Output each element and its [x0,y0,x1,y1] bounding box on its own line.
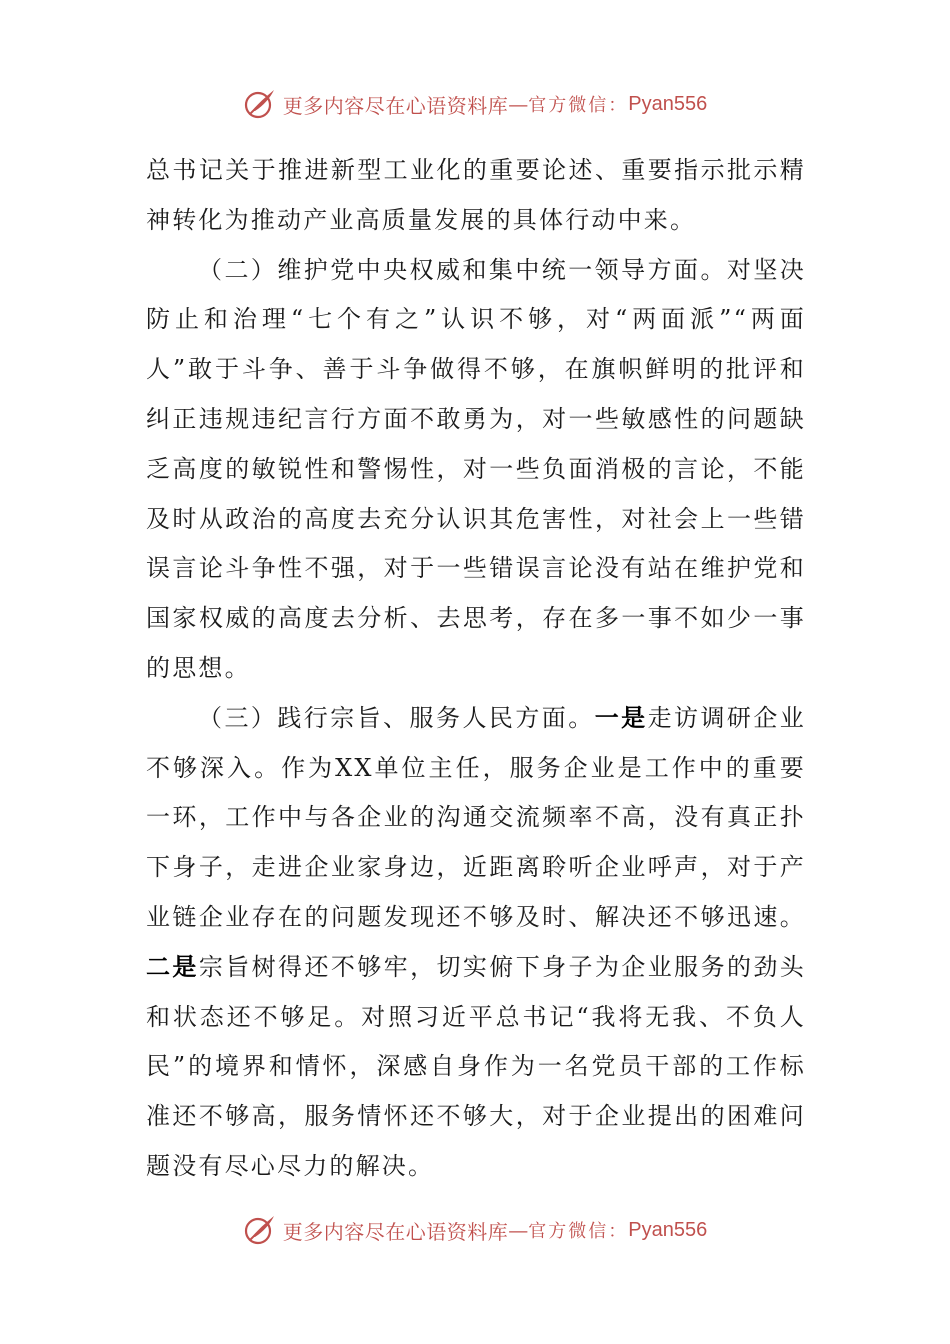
paragraph-section-two: （二）维护党中央权威和集中统一领导方面。对坚决防止和治理“七个有之”认识不够，对“两面派”“两面人”敢于斗争、善于斗争做得不够，在旗帜鲜明的批评和纠正违规违纪言行方面不敢勇为，对一些敏感性的问题缺乏高度的敏锐性和警惕性，对一些负面消极的言论，不能及时从政治的高度去充分认识其危害性，对社会上一些错误言论斗争性不强，对于一些错误言论没有站在维护党和国家权威的高度去分析、去思考，存在多一事不如少一事的思想。 [146,255,806,682]
point-two-text: 宗旨树得还不够牢，切实俯下身子为企业服务的劲头和状态还不够足。对照习近平总书记“我将无我、不负人民”的境界和情怀，深感自身作为一名党员干部的工作标准还不够高，服务情怀还不够大，对于企业提出的困难问题没有尽心尽力的解决。 [146,952,806,1180]
banner-official-label: 官方微信： [528,95,629,116]
section-three-heading: （三）践行宗旨、服务人民方面。 [198,703,595,732]
paragraph-continuation: 总书记关于推进新型工业化的重要论述、重要指示批示精神转化为推动产业高质量发展的具体行动中来。 [146,156,806,234]
banner-official-label: 官方微信： [528,1221,629,1242]
quill-logo-icon [243,1213,277,1247]
paragraph-section-three [146,694,806,1192]
footer-banner [0,1210,950,1250]
banner-wechat-id: Pyan556 [628,1218,708,1241]
banner-wechat-id: Pyan556 [628,92,708,115]
document-body [146,146,806,1192]
point-two-marker: 二是 [146,952,199,981]
point-one-marker: 一是 [594,703,648,732]
banner-dash: — [508,1218,529,1242]
point-one-text: 走访调研企业不够深入。作为XX单位主任，服务企业是工作中的重要一环，工作中与各企业的沟通交流频率不高，没有真正扑下身子，走进企业家身边，近距离聆听企业呼声，对于产业链企业存在的问题发现还不够及时、解决还不够迅速。 [146,703,807,931]
banner-brand: 更多内容尽在心语资料库 [282,93,509,118]
banner-brand: 更多内容尽在心语资料库 [282,1219,509,1244]
quill-logo-icon [243,87,277,121]
banner-dash: — [508,92,529,116]
header-banner [0,84,950,124]
